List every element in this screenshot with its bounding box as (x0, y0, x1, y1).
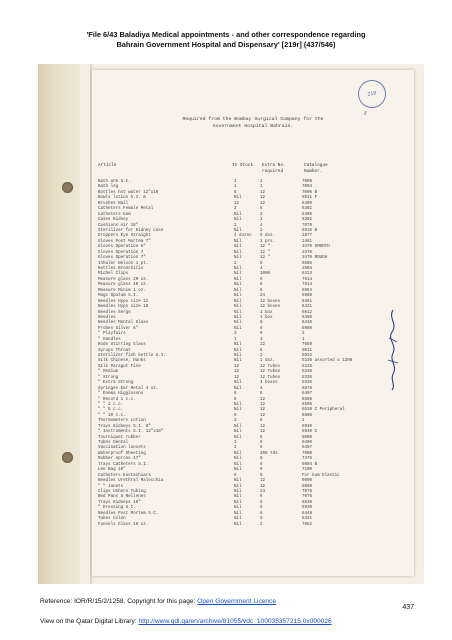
catalogue-cell: 6421 (302, 305, 313, 310)
in-stock-cell: Nil (234, 228, 242, 233)
binding-edge (38, 64, 80, 584)
article-cell: Clips Unhere Tubing (98, 489, 146, 494)
in-stock-cell: 12 (234, 201, 240, 206)
catalogue-cell: 7004 (302, 185, 313, 190)
in-stock-cell: Nil (234, 430, 242, 435)
in-stock-cell: 2 (234, 261, 237, 266)
catalogue-cell: 6940 C (302, 430, 318, 435)
required-cell: 1 (260, 180, 263, 184)
article-cell: Measure glass 40 oz. (98, 283, 149, 288)
in-stock-cell: 6 (234, 413, 237, 418)
in-stock-cell: Nil (234, 283, 242, 288)
article-cell: Needles (98, 315, 116, 320)
required-cell: 3 prs. (260, 239, 276, 244)
in-stock-cell: 6 (234, 392, 237, 397)
in-stock-cell: Nil (234, 250, 242, 255)
required-cell: 6 (260, 457, 263, 462)
article-cell: " Record 1 c.c. (98, 397, 136, 402)
catalogue-cell: 6461 (302, 299, 313, 304)
in-stock-cell: Nil (234, 321, 242, 326)
binding-hole (62, 182, 73, 193)
in-stock-cell: Nil (234, 462, 242, 467)
article-cell: Trays Kidneys 10" (98, 500, 141, 505)
in-stock-cell: 6 (234, 190, 237, 195)
in-stock-cell: Nil (234, 517, 242, 522)
article-cell: Gloves Operation 7 (98, 250, 144, 255)
catalogue-cell: 5336 (302, 370, 313, 375)
in-stock-cell: Nil (234, 310, 242, 315)
in-stock-cell: Nil (234, 511, 242, 516)
required-cell: 2 (260, 212, 263, 217)
article-cell: Bottles hot water 12"x10 (98, 190, 159, 195)
article-cell: Waterproof Sheeting (98, 451, 146, 456)
required-cell: 6 (260, 348, 263, 353)
in-stock-cell: 6 (234, 397, 237, 402)
required-cell: 6 (260, 495, 263, 500)
handwritten-signature (384, 308, 402, 392)
in-stock-cell: Nil (234, 424, 242, 429)
required-cell: 6 (260, 261, 263, 266)
in-stock-cell: 4 dozen (234, 234, 252, 239)
catalogue-cell: 6510 C Peripheral (302, 408, 345, 413)
article-cell: " Playfairs (98, 332, 126, 337)
table-row (92, 523, 414, 528)
in-stock-cell: Nil (234, 326, 242, 331)
in-stock-cell: Nil (234, 256, 242, 261)
catalogue-cell: 6302 (302, 218, 313, 223)
catalogue-cell: 6407 (302, 392, 313, 397)
required-cell: 12 " (260, 250, 271, 255)
in-stock-cell: 1 (234, 185, 237, 190)
article-cell: Catheters Eustachiars (98, 473, 151, 478)
document-title (92, 116, 414, 130)
required-cell: 6 (260, 326, 263, 331)
in-stock-cell: Nil (234, 484, 242, 489)
article-cell: Needles Hypo size 18 (98, 305, 149, 310)
catalogue-cell: 6911 F (302, 196, 318, 201)
article-cell: Tubes Colon (98, 517, 126, 522)
required-cell: 24 (260, 489, 266, 494)
catalogue-cell: 7076 (302, 495, 313, 500)
catalogue-cell: 6678 (302, 386, 313, 391)
required-cell: 6 (260, 473, 263, 478)
article-cell: Bath arm S.I. (98, 180, 131, 184)
catalogue-cell: 6506 (302, 402, 313, 407)
article-cell: Gloves Operation 7" (98, 256, 146, 261)
article-cell: Silk Paragut Fine (98, 364, 141, 369)
article-cell: Rubber Aprons 47" (98, 457, 141, 462)
required-cell: 4 boxes (260, 381, 278, 386)
article-cell: Sterilizer fish kettle S.I. (98, 354, 166, 358)
required-cell: 12 (260, 402, 266, 407)
document-title-line1: Required from the Bombay Surgical Company for the (182, 117, 324, 122)
required-cell: 12 Tubes (260, 364, 281, 369)
catalogue-cell: 6400 (302, 201, 313, 206)
in-stock-cell: Nil (234, 277, 242, 282)
catalogue-cell: 6506 (302, 397, 313, 402)
article-cell: Thermometers Lotion (98, 419, 146, 424)
article-cell: Brushes Nail (98, 201, 129, 206)
required-cell: 12 " (260, 256, 271, 261)
catalogue-cell: 6930 (302, 500, 313, 505)
in-stock-cell: Nil (234, 348, 242, 353)
catalogue-cell: 6090 (302, 484, 313, 489)
article-cell: Gloves Operation 6" (98, 245, 146, 250)
article-cell: " Medium (98, 370, 119, 375)
article-cell: " Enema Higginsons (98, 392, 144, 397)
article-cell: " Instruments S.I. 12"x10" (98, 430, 164, 435)
in-stock-cell: Nil (234, 386, 242, 391)
licence-link[interactable]: Open Government Licence (197, 598, 277, 605)
article-cell: " " 2 c.c. (98, 402, 124, 407)
article-cell: " " Janets (98, 484, 124, 489)
catalogue-cell: 6922 (302, 354, 313, 358)
in-stock-cell: Nil (234, 343, 242, 348)
article-cell: " " 5 c.c. (98, 408, 124, 413)
catalogue-cell: 6605 (302, 261, 313, 266)
requisition-table (92, 180, 414, 528)
required-cell: 6 (260, 332, 263, 337)
catalogue-cell: 7652 (302, 522, 313, 527)
catalogue-cell: 3504 (302, 267, 313, 271)
article-cell: Cases Kidney (98, 218, 129, 223)
article-cell: Inhaler Nelson 1 pt. (98, 261, 149, 266)
required-cell: 12 (260, 397, 266, 402)
in-stock-cell: Nil (234, 506, 242, 511)
catalogue-cell: 3470 SMOOTH (302, 245, 330, 250)
column-header-extra-required: Extra No. required (262, 163, 286, 174)
document-header (0, 30, 452, 49)
article-cell: Bed Pans 5 Rellenes (98, 495, 146, 500)
in-stock-cell: Nil (234, 435, 242, 440)
header-title-line1: 'File 6/43 Baladiya Medical appointments - and other correspondence regarding (86, 30, 366, 39)
article-cell: Catheters Gum (98, 212, 131, 217)
in-stock-cell: Nil (234, 408, 242, 413)
article-cell: " Strong (98, 375, 119, 380)
required-cell: 12 (260, 196, 266, 201)
catalogue-cell: 5060 (302, 435, 313, 440)
article-cell: Cushions Air 18" (98, 223, 139, 228)
catalogue-cell: 6930 (302, 506, 313, 511)
catalogue-cell: 6964 (302, 288, 313, 293)
article-cell: Needles Sergs (98, 310, 131, 315)
catalogue-cell: 5235 (302, 364, 313, 369)
article-cell: Lee Bag 10" (98, 468, 126, 473)
catalogue-cell: 6302 (302, 207, 313, 212)
reference-text: Reference: IOR/R/15/2/1258. Copyright for this page: (40, 598, 198, 605)
required-cell: 12 Tubes (260, 375, 281, 380)
required-cell: 6 (260, 419, 263, 424)
view-text: View on the Qatar Digital Library: (40, 618, 139, 625)
catalogue-cell: 7006 B (302, 190, 318, 195)
required-cell: 12 (260, 343, 266, 348)
typed-document-sheet (92, 70, 414, 576)
qdl-link[interactable]: http://www.qdl.qa/en/archive/81055/vdc_100035357215.0x000026 (138, 618, 332, 625)
required-cell: 1000 (260, 272, 271, 277)
catalogue-cell: For Gum Elastic (302, 473, 340, 478)
catalogue-cell: 1877 (302, 234, 313, 239)
catalogue-cell: 6400 (302, 441, 313, 445)
catalogue-cell: 6930 (302, 424, 313, 429)
document-title-line2: Government Hospital Bahrain. (212, 124, 294, 129)
in-stock-cell: Nil (234, 218, 242, 223)
required-cell: 6 (260, 288, 263, 293)
footer-reference (40, 598, 276, 605)
article-cell: Vaccination lancets (98, 446, 146, 451)
required-cell: 1 (260, 185, 263, 190)
required-cell: 6 (260, 511, 263, 516)
article-cell: Kettles Bronchitis (98, 267, 144, 271)
required-cell: 3 (260, 337, 263, 342)
catalogue-cell: 6306 (302, 212, 313, 217)
in-stock-cell: 1 (234, 180, 237, 184)
required-cell: 12 Tubes (260, 370, 281, 375)
article-cell: Michel Clips (98, 272, 129, 277)
catalogue-cell: 6460 (302, 315, 313, 320)
required-cell: 6 (260, 446, 263, 451)
in-stock-cell: 3 (234, 332, 237, 337)
catalogue-cell: 1 (302, 332, 305, 337)
required-cell: 6 (260, 441, 263, 445)
article-cell: " Extra Strong (98, 381, 134, 386)
catalogue-cell: 6421 (302, 517, 313, 522)
in-stock-cell: 12 (234, 364, 240, 369)
article-cell: Trays Catheters S.I. (98, 462, 149, 467)
required-cell: 12 boxes (260, 299, 281, 304)
catalogue-cell: 3470 ROUGH (302, 256, 328, 261)
article-cell: Needles Urethral Malecchia (98, 479, 164, 484)
in-stock-cell: Nil (234, 272, 242, 277)
catalogue-cell: 7079 (302, 223, 313, 228)
in-stock-cell: Nil (234, 451, 242, 456)
required-cell: 6 (260, 277, 263, 282)
required-cell: 6 (260, 506, 263, 511)
required-cell: 12 (260, 408, 266, 413)
in-stock-cell: Nil (234, 294, 242, 299)
catalogue-cell: 7614 (302, 283, 313, 288)
catalogue-cell: 5336 (302, 381, 313, 386)
required-cell: 6 (260, 392, 263, 397)
article-cell: Funnels Glass 16 oz. (98, 522, 149, 527)
scanned-page-image (38, 64, 424, 584)
catalogue-cell: 1461 (302, 239, 313, 244)
in-stock-cell: Nil (234, 522, 242, 527)
article-cell: Silk Chinese, Hanks (98, 359, 146, 364)
article-cell: Tubes Dental (98, 441, 129, 445)
required-cell: 12 (260, 190, 266, 195)
catalogue-cell: 5336 assorted a 1208 (302, 359, 353, 364)
required-cell: 4 (260, 267, 263, 271)
catalogue-cell: 7000 (302, 451, 313, 456)
handwritten-mark: ℓ (364, 110, 367, 117)
required-cell: 12 (260, 201, 266, 206)
article-cell: Syrups Throat (98, 348, 131, 353)
article-cell: Syringes Ear Metal 4 oz. (98, 386, 159, 391)
required-cell: 1 box (260, 315, 273, 320)
catalogue-cell: 6416 (302, 321, 313, 326)
article-cell: " " 10 c.c. (98, 413, 126, 418)
required-cell: 12 (260, 430, 266, 435)
catalogue-cell: 3470 (302, 250, 313, 255)
footer-view-link (40, 618, 332, 625)
in-stock-cell: Nil (234, 239, 242, 244)
in-stock-cell: Nil (234, 288, 242, 293)
in-stock-cell: Nil (234, 489, 242, 494)
article-cell: " Dressing S.I. (98, 506, 136, 511)
in-stock-cell: 2 (234, 446, 237, 451)
article-cell: Gloves Post Mortem 7" (98, 239, 151, 244)
catalogue-cell: 6506 (302, 413, 313, 418)
article-cell: Measure glass 20 oz. (98, 277, 149, 282)
catalogue-cell: 6980 (302, 326, 313, 331)
article-cell: Needles Mental Glass (98, 321, 149, 326)
required-cell: 1 doz. (260, 359, 276, 364)
folio-stamp: 219 (355, 77, 388, 110)
article-cell: Tourniquet rubber (98, 435, 141, 440)
catalogue-cell: 6916 B (302, 228, 318, 233)
in-stock-cell: Nil (234, 196, 242, 201)
catalogue-cell: 7659 (302, 343, 313, 348)
in-stock-cell: 2 (234, 419, 237, 424)
in-stock-cell: Nil (234, 267, 242, 271)
required-cell: 4 (260, 223, 263, 228)
required-cell: 12 (260, 479, 266, 484)
required-cell: 1 box (260, 310, 273, 315)
required-cell: 6 (260, 517, 263, 522)
in-stock-cell: 1 (234, 337, 237, 342)
catalogue-cell: 6004 B (302, 462, 318, 467)
article-cell: Probes Silver 6" (98, 326, 139, 331)
in-stock-cell: Nil (234, 212, 242, 217)
article-cell: Needles Hypo size 12 (98, 299, 149, 304)
in-stock-cell: 6 (234, 473, 237, 478)
in-stock-cell: Nil (234, 500, 242, 505)
in-stock-cell: 12 (234, 375, 240, 380)
in-stock-cell: Nil (234, 359, 242, 364)
article-cell: " Handles (98, 337, 121, 342)
article-cell: Sterilizer for Kidney case (98, 228, 164, 233)
in-stock-cell: Nil (234, 299, 242, 304)
article-cell: Trays Kidneys S.I. 8" (98, 424, 151, 429)
in-stock-cell: 12 (234, 370, 240, 375)
in-stock-cell: Nil (234, 315, 242, 320)
in-stock-cell: Nil (234, 479, 242, 484)
in-stock-cell: Nil (234, 305, 242, 310)
required-cell: 6 (260, 283, 263, 288)
catalogue-cell: 5336 (302, 375, 313, 380)
article-cell: Catheters Female Metal (98, 207, 154, 212)
catalogue-cell: 6448 (302, 511, 313, 516)
required-cell: 6 doz. (260, 234, 276, 239)
required-cell: 2 (260, 354, 263, 358)
required-cell: 6 (260, 321, 263, 326)
column-header-catalogue: Catalogue Number. (304, 163, 328, 174)
required-cell: 6 (260, 435, 263, 440)
catalogue-cell: 5011 (302, 348, 313, 353)
in-stock-cell: Nil (234, 468, 242, 473)
required-cell: 6 (260, 462, 263, 467)
article-cell: Bowls lotion S.I. 8 (98, 196, 146, 201)
column-header-article: Article (98, 163, 117, 168)
catalogue-cell: 6960 (302, 294, 313, 299)
article-cell: Rods Stirring Glass (98, 343, 146, 348)
required-cell: 12 boxes (260, 305, 281, 310)
in-stock-cell: 3 (234, 441, 237, 445)
catalogue-cell: 7076 (302, 489, 313, 494)
required-cell: 200 Yds. (260, 451, 281, 456)
article-cell: Needles Post Mortem 5.C. (98, 511, 159, 516)
catalogue-cell: 1 (302, 337, 305, 342)
required-cell: 12 (260, 424, 266, 429)
catalogue-cell: 6313 (302, 272, 313, 277)
catalogue-cell: 7005 (302, 180, 313, 184)
required-cell: 2 (260, 522, 263, 527)
required-cell: 2 (260, 218, 263, 223)
in-stock-cell: Nil (234, 245, 242, 250)
required-cell: 2 (260, 228, 263, 233)
article-cell: Droppers Eye Straight (98, 234, 151, 239)
required-cell: 12 (260, 484, 266, 489)
in-stock-cell: 2 (234, 223, 237, 228)
catalogue-cell: 6612 (302, 310, 313, 315)
required-cell: 6 (260, 207, 263, 212)
required-cell: 12 (260, 413, 266, 418)
required-cell: 6 (260, 468, 263, 473)
in-stock-cell: 2 (234, 207, 237, 212)
header-title-line2: Bahrain Government Hospital and Dispensary' [219r] (437/546) (116, 39, 336, 49)
article-cell: Measure Minim 1 oz. (98, 288, 146, 293)
required-cell: 4 (260, 386, 263, 391)
in-stock-cell: Nil (234, 381, 242, 386)
binding-hole (62, 452, 73, 463)
article-cell: Mugs Sputum S.I. (98, 294, 139, 299)
catalogue-cell: 6407 (302, 446, 313, 451)
catalogue-cell: 7614 (302, 277, 313, 282)
in-stock-cell: Nil (234, 354, 242, 358)
in-stock-cell: Nil (234, 457, 242, 462)
article-cell: Bath leg (98, 185, 119, 190)
required-cell: 12 " (260, 245, 271, 250)
catalogue-cell: 6090 (302, 479, 313, 484)
required-cell: 6 (260, 500, 263, 505)
required-cell: 24 (260, 294, 266, 299)
in-stock-cell: Nil (234, 495, 242, 500)
column-header-in-stock: In Stock (232, 163, 254, 168)
in-stock-cell: Nil (234, 402, 242, 407)
catalogue-cell: 7476 (302, 457, 313, 462)
page-number: 437 (402, 604, 414, 611)
catalogue-cell: 7100 (302, 468, 313, 473)
catalogue-cell: 1 (302, 419, 305, 424)
